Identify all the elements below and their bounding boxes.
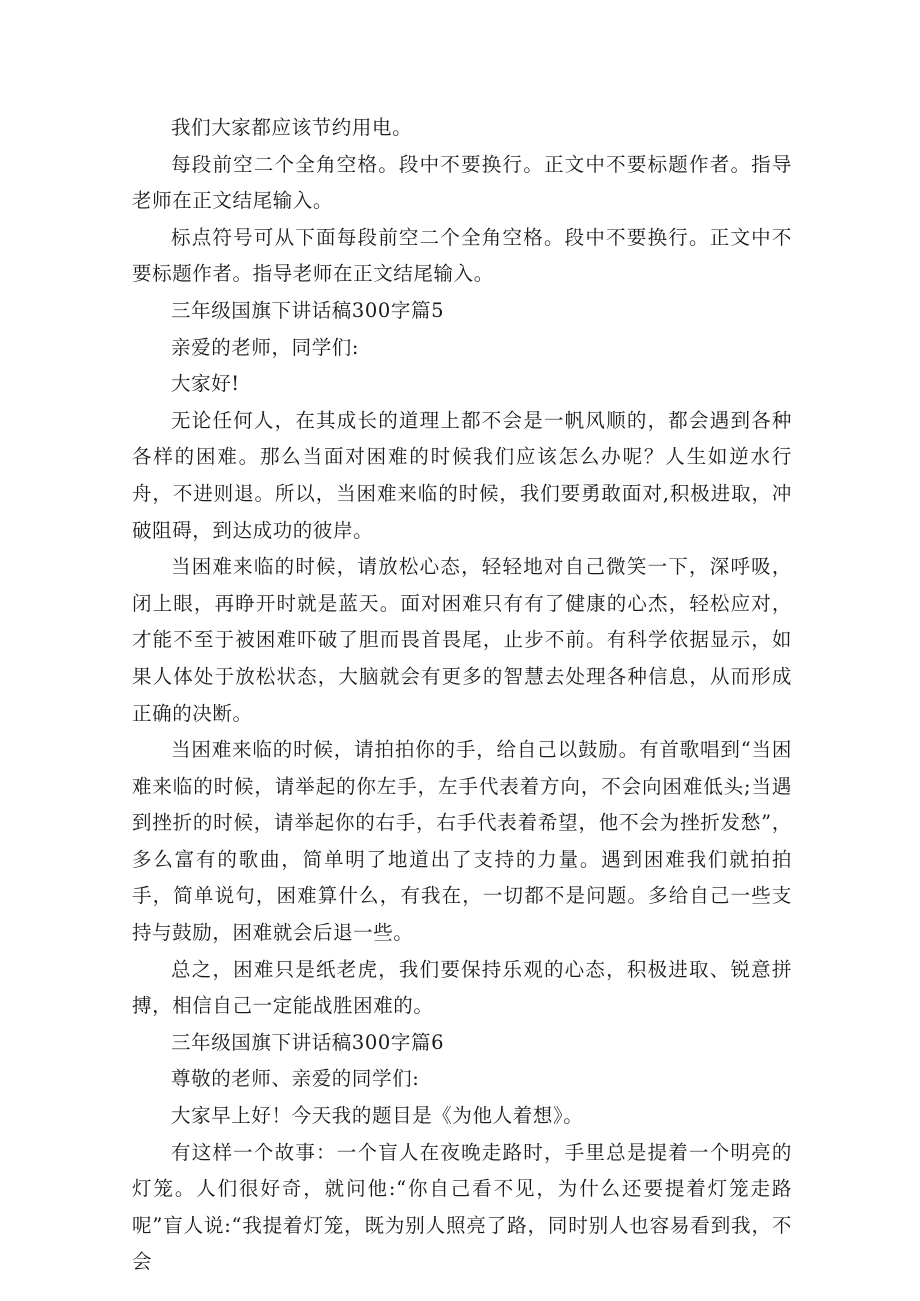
salutation-6: 尊敬的老师、亲爱的同学们: (171, 1067, 420, 1091)
greeting-6: 大家早上好！今天我的题目是《为他人着想》。 (171, 1104, 584, 1128)
paragraph-conclusion: 总之，困难只是纸老虎，我们要保持乐观的心态，积极进取、锐意拼搏，相信自己一定能战胜困难的。 (132, 957, 792, 1018)
paragraph-difficulties: 无论任何人，在其成长的道理上都不会是一帆风顺的，都会遇到各种各样的困难。那么当面对困难的时候我们应该怎么办呢？人生如逆水行舟，不进则退。所以，当困难来临的时候，我们要勇敢面对,积极进取，冲破阻碍，到达成功的彼岸。 (132, 408, 792, 542)
greeting-5: 大家好! (171, 372, 240, 396)
section-heading-6: 三年级国旗下讲话稿300字篇6 (171, 1030, 445, 1054)
paragraph-relax: 当困难来临的时候，请放松心态，轻轻地对自己微笑一下，深呼吸，闭上眼，再睁开时就是蓝天。面对困难只有有了健康的心杰，轻松应对，才能不至于被困难吓破了胆而畏首畏尾，止步不前。有科学依据显示，如果人体处于放松状态，大脑就会有更多的智慧去处理各种信息，从而形成正确的决断。 (132, 555, 792, 725)
paragraph-lantern-story: 有这样一个故事：一个盲人在夜晚走路时，手里总是提着一个明亮的灯笼。人们很好奇，就问他:“你自己看不见，为什么还要提着灯笼走路呢”盲人说:“我提着灯笼，既为别人照亮了路，同时别人也容易看到我，不会 (132, 1140, 792, 1274)
paragraph-save-electricity: 我们大家都应该节约用电。 (171, 116, 413, 139)
paragraph-format-note-1: 每段前空二个全角空格。段中不要换行。正文中不要标题作者。指导老师在正文结尾输入。 (132, 152, 792, 213)
paragraph-format-note-2: 标点符号可从下面每段前空二个全角空格。段中不要换行。正文中不要标题作者。指导老师在正文结尾输入。 (132, 225, 792, 286)
section-heading-5: 三年级国旗下讲话稿300字篇5 (171, 298, 445, 322)
paragraph-clap-hands: 当困难来临的时候，请拍拍你的手，给自己以鼓励。有首歌唱到“当困难来临的时候，请举起的你左手，左手代表着方向，不会向困难低头;当遇到挫折的时候，请举起你的右手，右手代表着希望，他不会为挫折发愁”，多么富有的歌曲，简单明了地道出了支持的力量。遇到困难我们就拍拍手，简单说句，困难算什么，有我在，一切都不是问题。多给自己一些支持与鼓励，困难就会后退一些。 (132, 738, 792, 945)
document-body (132, 110, 792, 1281)
salutation-5: 亲爱的老师，同学们: (171, 335, 360, 359)
